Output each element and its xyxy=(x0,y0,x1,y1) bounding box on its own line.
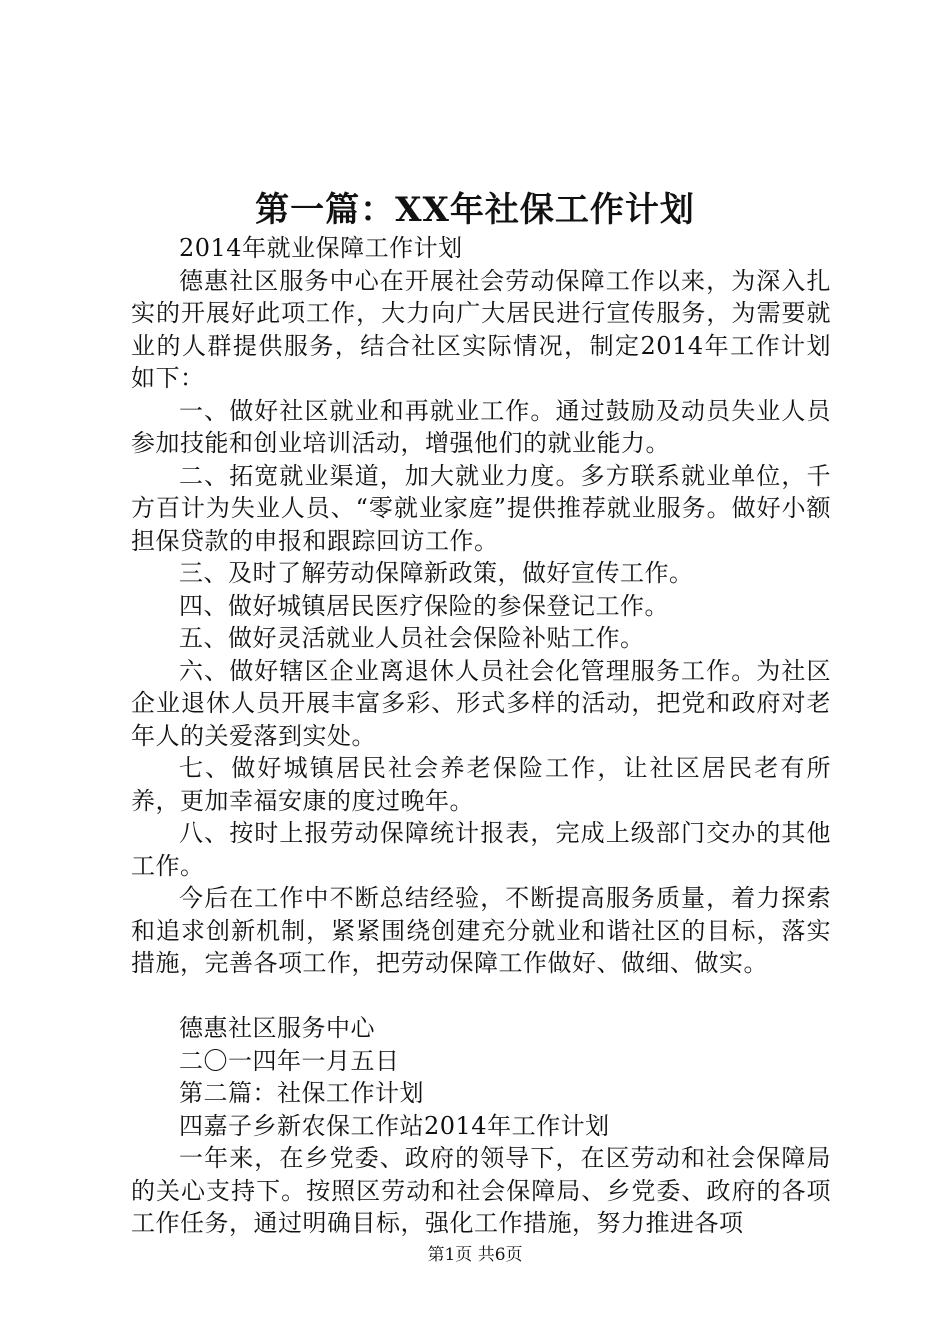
plan-item-2: 二、拓宽就业渠道，加大就业力度。多方联系就业单位，千方百计为失业人员、“零就业家庭”提供推荐就业服务。做好小额担保贷款的申报和跟踪回访工作。 xyxy=(131,461,831,555)
signature-organization: 德惠社区服务中心 xyxy=(179,1014,375,1042)
section2-subtitle: 四嘉子乡新农保工作站2014年工作计划 xyxy=(179,1111,610,1140)
spacer xyxy=(131,980,831,1013)
plan-item-5: 五、做好灵活就业人员社会保险补贴工作。 xyxy=(179,624,645,652)
plan-item-1: 一、做好社区就业和再就业工作。通过鼓励及动员失业人员参加技能和创业培训活动，增强他们的就业能力。 xyxy=(131,396,831,457)
document-body xyxy=(131,232,831,1240)
plan-item-8: 八、按时上报劳动保障统计报表，完成上级部门交办的其他工作。 xyxy=(131,819,831,880)
plan-item-7: 七、做好城镇居民社会养老保险工作，让社区居民老有所养，更加幸福安康的度过晚年。 xyxy=(131,754,831,815)
document-title: 第一篇：XX年社保工作计划 xyxy=(255,190,695,230)
plan-item-4: 四、做好城镇居民医疗保险的参保登记工作。 xyxy=(179,591,669,620)
intro-paragraph: 德惠社区服务中心在开展社会劳动保障工作以来，为深入扎实的开展好此项工作，大力向广大居民进行宣传服务，为需要就业的人群提供服务，结合社区实际情况，制定2014年工作计划如下： xyxy=(131,266,831,392)
section-title: 2014年就业保障工作计划 xyxy=(179,234,463,262)
section2-paragraph: 一年来，在乡党委、政府的领导下，在区劳动和社会保障局的关心支持下。按照区劳动和社会保障局、乡党委、政府的各项工作任务，通过明确目标，强化工作措施，努力推进各项 xyxy=(131,1144,831,1237)
closing-paragraph: 今后在工作中不断总结经验，不断提高服务质量，着力探索和追求创新机制，紧紧围绕创建充分就业和谐社区的目标，落实措施，完善各项工作，把劳动保障工作做好、做细、做实。 xyxy=(131,884,831,977)
section2-heading: 第二篇：社保工作计划 xyxy=(179,1079,424,1107)
plan-item-6: 六、做好辖区企业离退休人员社会化管理服务工作。为社区企业退休人员开展丰富多彩、形式多样的活动，把党和政府对老年人的关爱落到实处。 xyxy=(131,656,831,750)
page-footer: 第1页 共6页 xyxy=(427,1245,523,1265)
plan-item-3: 三、及时了解劳动保障新政策，做好宣传工作。 xyxy=(179,559,694,587)
signature-date: 二〇一四年一月五日 xyxy=(179,1046,400,1075)
